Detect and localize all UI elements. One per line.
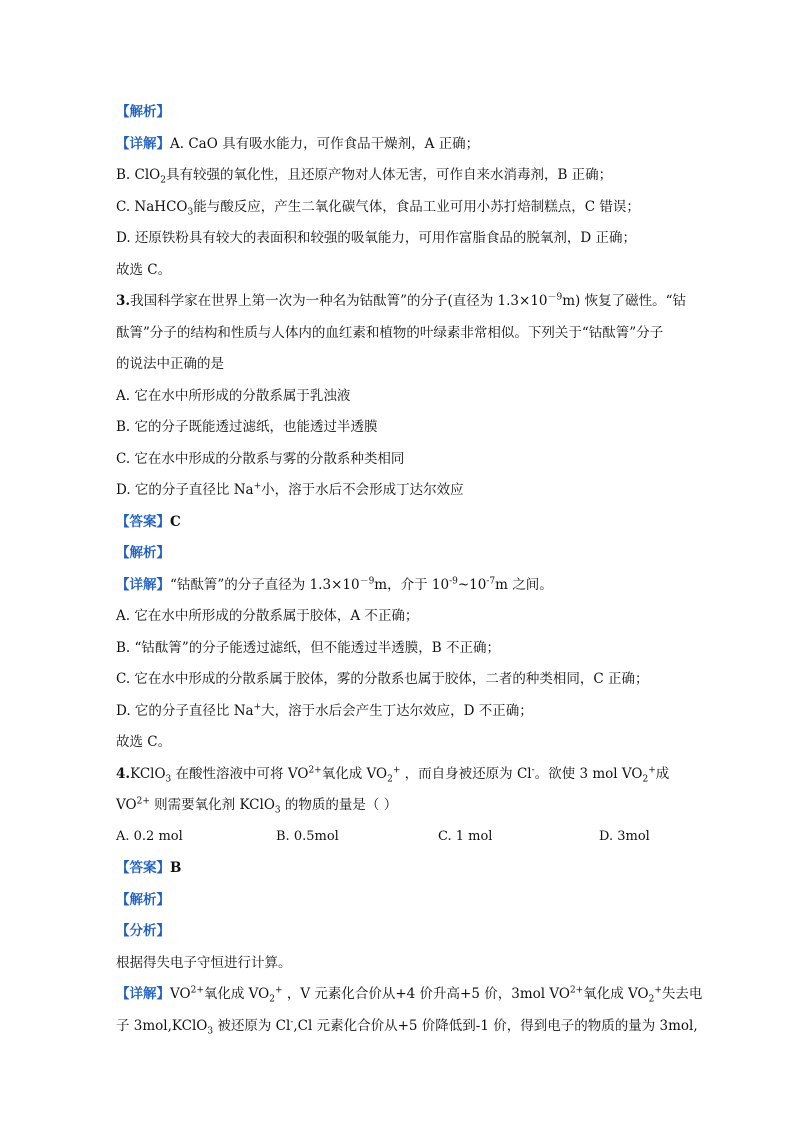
detail-c-post: 能与酸反应，产生二氧化碳气体，食品工业可用小苏打焙制糕点，C 错误； — [193, 199, 640, 215]
q4-l1-b: 在酸性溶液中可将 VO — [171, 766, 309, 782]
q4-d1-e: 失去电 — [661, 986, 703, 1002]
q4-d1-a: VO — [170, 986, 191, 1002]
q4-l1-c-sup: + — [392, 765, 401, 776]
q4-l2-c: 的物质的量是（ ） — [280, 797, 398, 813]
q4-number: 4. — [116, 766, 131, 782]
detail-b-sub: 2 — [160, 175, 166, 186]
q3-option-d — [116, 480, 678, 500]
detail-text-a: A. CaO 具有吸水能力，可作食品干燥剂，A 正确； — [170, 136, 480, 152]
q4-l1-d: ，而自身被还原为 Cl — [400, 766, 532, 782]
q3-l1-post: m) 恢复了磁性。“钴 — [562, 293, 687, 309]
detail-tag: 【详解】 — [116, 986, 170, 1002]
q4-l1-e-sub: 2 — [642, 774, 649, 785]
q3-option-b: B. 它的分子既能透过滤纸，也能透过半透膜 — [116, 419, 378, 435]
q4-d1-b: 氧化成 VO — [203, 986, 270, 1002]
q3-od-pre: D. 它的分子直径比 Na — [116, 482, 254, 498]
q3-ed-pre: D. 它的分子直径比 Na — [116, 703, 254, 719]
q4-d1-d: 氧化成 VO — [583, 986, 649, 1002]
q4-fenxi-heading: 【分析】 — [116, 923, 170, 939]
q4-option-c: C. 1 mol — [438, 829, 493, 844]
q3-od-post: 小，溶于水后不会形成丁达尔效应 — [261, 482, 464, 498]
answer-value: B — [170, 860, 182, 876]
q4-line-1 — [116, 764, 678, 784]
q4-d1-c-sup: 2+ — [569, 985, 584, 996]
detail-tag: 【详解】 — [116, 577, 170, 593]
q3-detail-line — [116, 575, 678, 595]
detail-line-a — [116, 134, 678, 154]
q4-d1-d-sub: 2 — [648, 994, 655, 1005]
answer-tag: 【答案】 — [116, 860, 170, 876]
q3-detail-mid: m，介于 10 — [374, 577, 450, 593]
q4-l1-a-sub: 3 — [165, 774, 172, 785]
q4-d1-a-sup: 2+ — [190, 985, 204, 996]
q3-detail-sup1: －9 — [359, 576, 375, 587]
q4-l1-a: KClO — [130, 766, 166, 782]
q3-detail-pre: “钴酞箐”的分子直径为 1.3×10 — [170, 577, 360, 593]
q4-answer — [116, 858, 678, 878]
q3-detail-mid2: ~10 — [457, 577, 487, 593]
q4-l1-b-sup: 2+ — [308, 765, 322, 776]
q4-option-a: A. 0.2 mol — [116, 829, 183, 844]
q3-conclusion: 故选 C。 — [116, 734, 172, 750]
q4-l2-b-sub: 3 — [274, 805, 281, 816]
q4-analysis-heading: 【解析】 — [116, 892, 170, 908]
q3-line-1 — [116, 291, 687, 311]
q3-answer — [116, 512, 678, 532]
answer-value: C — [170, 514, 181, 530]
q4-detail-line-2 — [116, 1016, 698, 1037]
detail-tag: 【详解】 — [116, 136, 170, 152]
q3-detail-post: m 之间。 — [495, 577, 553, 593]
detail-c-sub: 3 — [187, 207, 194, 218]
q4-d2-b-sup: - — [290, 1017, 294, 1028]
detail-line-c — [116, 197, 678, 217]
detail-line-d: D. 还原铁粉具有较大的表面积和较强的吸氧能力，可用作富脂食品的脱氧剂，D 正确； — [116, 230, 637, 246]
answer-tag: 【答案】 — [116, 514, 170, 530]
q4-l2-a-sup: 2+ — [136, 796, 150, 807]
q3-explain-b: B. “钴酞箐”的分子能透过滤纸，但不能透过半透膜，B 不正确； — [116, 640, 501, 656]
q3-ed-sup: + — [253, 702, 262, 713]
q3-od-sup: + — [253, 481, 262, 492]
q3-l1-pre: 我国科学家在世界上第一次为一种名为钴酞箐”的分子(直径为 1.3×10 — [130, 293, 548, 309]
q4-l1-d-sup: - — [531, 765, 535, 776]
detail-line-b — [116, 165, 678, 185]
q3-l1-sup: －9 — [547, 292, 563, 303]
q4-d1-c: ，V 元素化合价从+4 价升高+5 价，3mol VO — [282, 986, 570, 1002]
q3-number: 3. — [116, 293, 131, 309]
q4-d1-b-sub: 2 — [269, 994, 275, 1005]
q3-explain-d — [116, 701, 678, 721]
q4-d1-b-sup: + — [274, 985, 283, 996]
q4-line-2 — [116, 795, 678, 815]
q4-d1-d-sup: + — [654, 985, 662, 996]
q4-d2-c: ,Cl 元素化合价从+5 价降低到-1 价，得到电子的物质的量为 3mol, — [293, 1018, 698, 1034]
q3-explain-c: C. 它在水中形成的分散系属于胶体，雾的分散系也属于胶体，二者的种类相同，C 正确； — [116, 671, 649, 687]
q3-analysis-heading: 【解析】 — [116, 545, 170, 561]
q4-d2-b: 被还原为 Cl — [213, 1018, 291, 1034]
q4-detail-line-1 — [116, 984, 703, 1005]
q4-l2-a: VO — [116, 797, 137, 813]
detail-c-pre: C. NaHCO — [116, 199, 188, 215]
q3-line-2: 酞箐”分子的结构和性质与人体内的血红素和植物的叶绿素非常相似。下列关于“钴酞箐”分子 — [116, 325, 664, 341]
q4-d2-a: 子 3mol,KClO — [116, 1018, 208, 1034]
q3-option-a: A. 它在水中所形成的分散系属于乳浊液 — [116, 388, 351, 404]
detail-b-post: 具有较强的氧化性，且还原产物对人体无害，可作自来水消毒剂，B 正确； — [165, 167, 613, 183]
q4-d2-a-sub: 3 — [207, 1026, 214, 1037]
q4-l1-f: 成 — [655, 766, 670, 782]
q3-detail-sup2: -9 — [449, 576, 458, 587]
q4-option-d: D. 3mol — [599, 829, 650, 844]
q4-l1-c: 氧化成 VO — [321, 766, 388, 782]
q4-l1-c-sub: 2 — [387, 774, 393, 785]
q3-ed-post: 大，溶于水后会产生丁达尔效应，D 不正确； — [261, 703, 533, 719]
q4-fenxi-text: 根据得失电子守恒进行计算。 — [116, 955, 292, 971]
q4-option-b: B. 0.5mol — [276, 829, 339, 844]
q3-detail-sup3: -7 — [486, 576, 496, 587]
q3-explain-a: A. 它在水中所形成的分散系属于胶体，A 不正确； — [116, 608, 419, 624]
q3-option-c: C. 它在水中形成的分散系与雾的分散系种类相同 — [116, 451, 405, 467]
conclusion: 故选 C。 — [116, 262, 172, 278]
q4-l1-e: 。欲使 3 mol VO — [534, 766, 643, 782]
analysis-heading: 【解析】 — [116, 104, 170, 120]
q4-l2-b: 则需要氧化剂 KClO — [149, 797, 275, 813]
detail-b-pre: B. ClO — [116, 167, 161, 183]
q3-line-3: 的说法中正确的是 — [116, 356, 224, 372]
q4-l1-e-sup: + — [648, 765, 656, 776]
